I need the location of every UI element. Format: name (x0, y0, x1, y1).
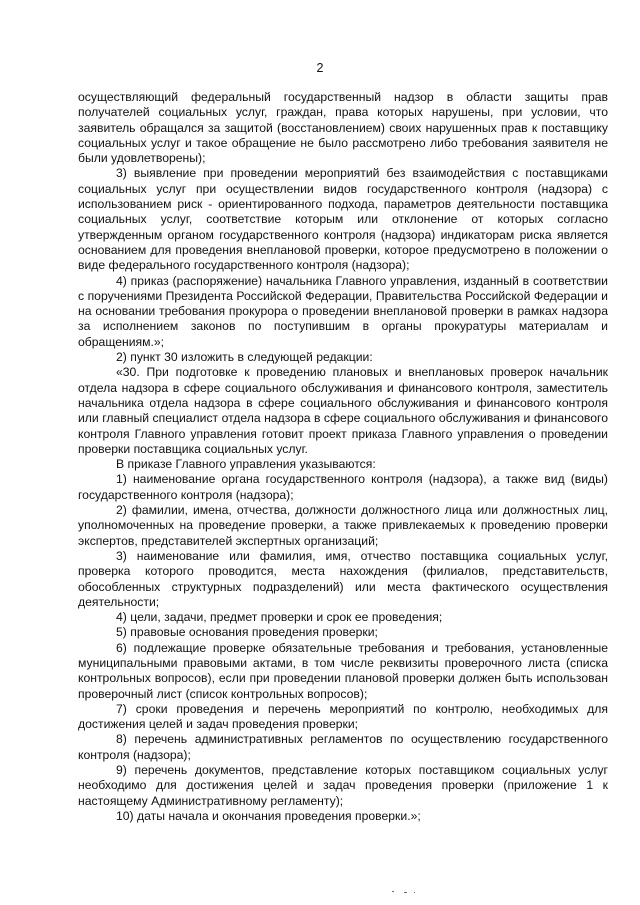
paragraph: 10) даты начала и окончания проведения проверки.»; (116, 808, 421, 823)
scan-speck (414, 892, 415, 893)
scan-speck (392, 891, 394, 892)
paragraph: 1) наименование органа государственного контроля (надзора), а также вид (виды) государственного контроля (надзора); (78, 472, 608, 502)
paragraph: 4) приказ (распоряжение) начальника Главного управления, изданный в соответствии с поручениями Президента Российской Федерации, Правительства Российской Федерации и на основании требования прокурора о проведении внеплановой проверки в рамках надзора за исполнением законов по поступившим в органы прокуратуры материалам и обращениям.»; (78, 273, 608, 349)
paragraph: 4) цели, задачи, предмет проверки и срок ее проведения; (116, 610, 443, 625)
page-number: 2 (316, 61, 324, 75)
paragraph: «30. При подготовке к проведению плановых и внеплановых проверок начальник отдела надзора в сфере социального обслуживания и финансового контроля, заместитель начальника отдела надзора в сфере социального обслуживания и финансового контроля или главный специалист отдела надзора в сфере социального обслуживания и финансового контроля Главного управления готовит проект приказа Главного управления о проведении проверки поставщика социальных услуг. (78, 365, 608, 456)
paragraph: 9) перечень документов, представление которых поставщиком социальных услуг необходимо для достижения целей и задач проведения проверки (приложение 1 к настоящему Административному регламенту); (78, 763, 608, 808)
paragraph: 7) сроки проведения и перечень мероприятий по контролю, необходимых для достижения целей и задач проведения проверки; (78, 701, 608, 732)
scan-speck (404, 892, 407, 893)
document-body (78, 90, 608, 824)
paragraph: 3) наименование или фамилия, имя, отчество поставщика социальных услуг, проверка которого проводится, места нахождения (филиалов, представительств, обособленных структурных подразделений) или места фактического осуществления деятельности; (78, 548, 608, 609)
paragraph: 3) выявление при проведении мероприятий без взаимодействия с поставщиками социальных услуг при осуществлении видов государственного контроля (надзора) с использованием риск - ориентированного подхода, параметров деятельности поставщика социальных услуг, соответствие которым или отклонение от которых согласно утвержденным органом государственного контроля (надзора) индикаторам риска является основанием для проведения внеплановой проверки, которое предусмотрено в положении о виде федерального государственного контроля (надзора); (78, 166, 608, 273)
paragraph: В приказе Главного управления указываются: (116, 457, 376, 472)
paragraph: 2) фамилии, имена, отчества, должности должностного лица или должностных лиц, уполномоченных на проведение проверки, а также привлекаемых к проведению проверки экспертов, представителей экспертных организаций; (78, 503, 608, 548)
paragraph: 6) подлежащие проверке обязательные требования и требования, установленные муниципальными правовыми актами, в том числе реквизиты проверочного листа (списка контрольных вопросов), если при проведении плановой проверки должен быть использован проверочный лист (список контрольных вопросов); (78, 640, 608, 701)
paragraph: 2) пункт 30 изложить в следующей редакции: (116, 350, 373, 365)
paragraph: осуществляющий федеральный государственный надзор в области защиты прав получателей социальных услуг, граждан, права которых нарушены, при условии, что заявитель обращался за защитой (восстановлением) своих нарушенных прав к поставщику социальных услуг и такое обращение не было рассмотрено либо требования заявителя не были удовлетворены); (78, 90, 608, 166)
paragraph: 8) перечень административных регламентов по осуществлению государственного контроля (надзора); (78, 732, 608, 762)
paragraph: 5) правовые основания проведения проверки; (116, 625, 378, 640)
